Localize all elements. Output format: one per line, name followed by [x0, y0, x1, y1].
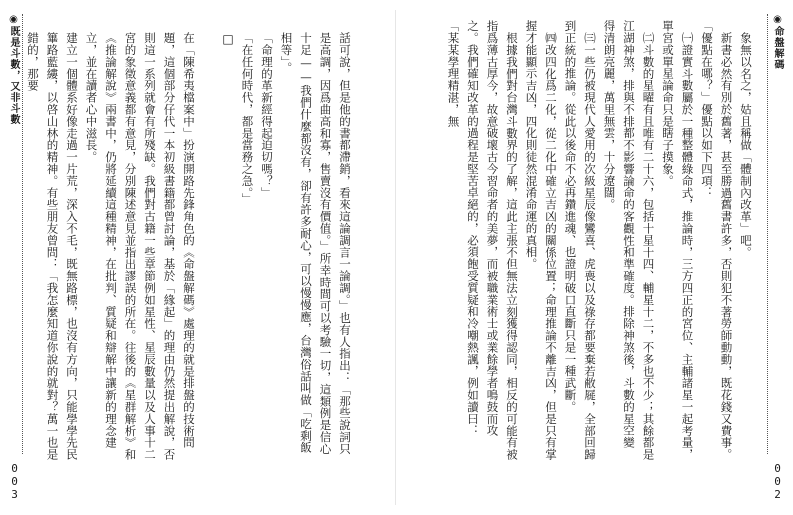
paragraph: ㈣改四化爲二化，從二化中確立吉凶的關係位置；命理推論不離吉凶，但是只有掌握才能顯示吉凶，四化則徒然混淆命運的真相。	[524, 20, 558, 460]
paragraph: ㈢一些仍被現代人愛用的次級星辰像鸞喜、虎喪以及祿存都要棄若敝屣，全部回歸到正統的推論。從此以後命不必再鑽進魂、也證明破口直斷只是一種武斷。	[563, 20, 597, 460]
paragraph: 「命理的革新經得起迫切嗎？」	[260, 31, 274, 199]
left-page-text	[26, 20, 354, 460]
left-page-number: 003	[8, 462, 21, 501]
paragraph: 建立一個體系好像走過一片荒，深入不毛，既無路標，也沒有方向，只能學學先民篳路藍縷，以啓山林的精神。有些朋友曾問：「我怎麼知道你說的就對？萬一也是錯的，那要	[26, 31, 79, 460]
section-mark: □	[221, 32, 235, 47]
right-page	[397, 0, 793, 515]
left-page	[0, 0, 396, 515]
paragraph: 新書必然有別於舊著，甚至勝過舊書許多，否則犯不著勞師動動，既花錢又費事。「優點在哪？」優點以如下四項：	[700, 20, 734, 460]
paragraph: ㈠證實斗數屬於一種整體綠命式，推論時，三方四正的宮位、主輔諸星一起考量，單宮或單星論命只是瞎子摸象。	[661, 20, 695, 460]
paragraph: 話可說，但是他的書都滯銷，看來這論調言一論調。」也有人指出：「那些說詞只是高調，因爲曲高和寡，售賣沒有價值。」所幸時間可以考驗一切，這類例是信心十足——我們什麼都沒有，卻有許多耐心，可以慢慢應，台灣俗話叫做「吃剩飯相等」。	[279, 31, 352, 455]
paragraph: 「在任何時代，都是當務之急。」	[240, 31, 255, 205]
paragraph: 根據我們對台灣斗數界的了解，這此主張不但無法立刻獲得認同，相反的可能有被指爲薄古厚今，故意破壞古今習命者的美夢，而被職業術士或業餘學者鳴鼓而攻之。我們確知改革的過程是堅苦卓絕的，必須飽受質疑和冷嘲熱諷，例如讀曰：「某某學理精湛，無	[446, 20, 519, 460]
paragraph: ㈡斗數的星曜有且唯有二十六，包括十星十四、輔星十二，不多也不少；其餘都是江湖神煞，排與不排都不影響論命的客觀性和準確度。排除神煞後，斗數的星空變得清朗亮麗，萬里無雲，十分遼闊。	[602, 20, 656, 460]
right-running-head: ◉命盤解碼	[772, 14, 783, 70]
paragraph: 在「陳希夷檔案中」扮演開路先鋒角色的《命盤解碼》處理的就是排盤的技術問題，這個部分仔代一本初級書籍都曾討論，基於「緣起」的理由仍然提出解說，否則這一系列就會有所殘缺。我們對古籍一些章節例如星性、星辰數量以及人事十二宮的象徵意義都有意見，分別陳述意見並指出謬誤的所在。往後的《星群解析》和《推論解說》兩書中，仍將延續這種精神，在批判、質疑和辯解中讓新的理念建立，並在讀者心中滋長。	[84, 31, 196, 460]
right-page-number: 002	[771, 462, 784, 501]
right-running-rule	[767, 14, 768, 454]
left-running-head: ◉既是斗數，又非斗數	[8, 14, 19, 125]
right-page-text	[419, 20, 755, 460]
paragraph: 象無以名之，姑且稱做「體制內改革」吧。	[739, 31, 753, 258]
gutter	[395, 10, 396, 505]
